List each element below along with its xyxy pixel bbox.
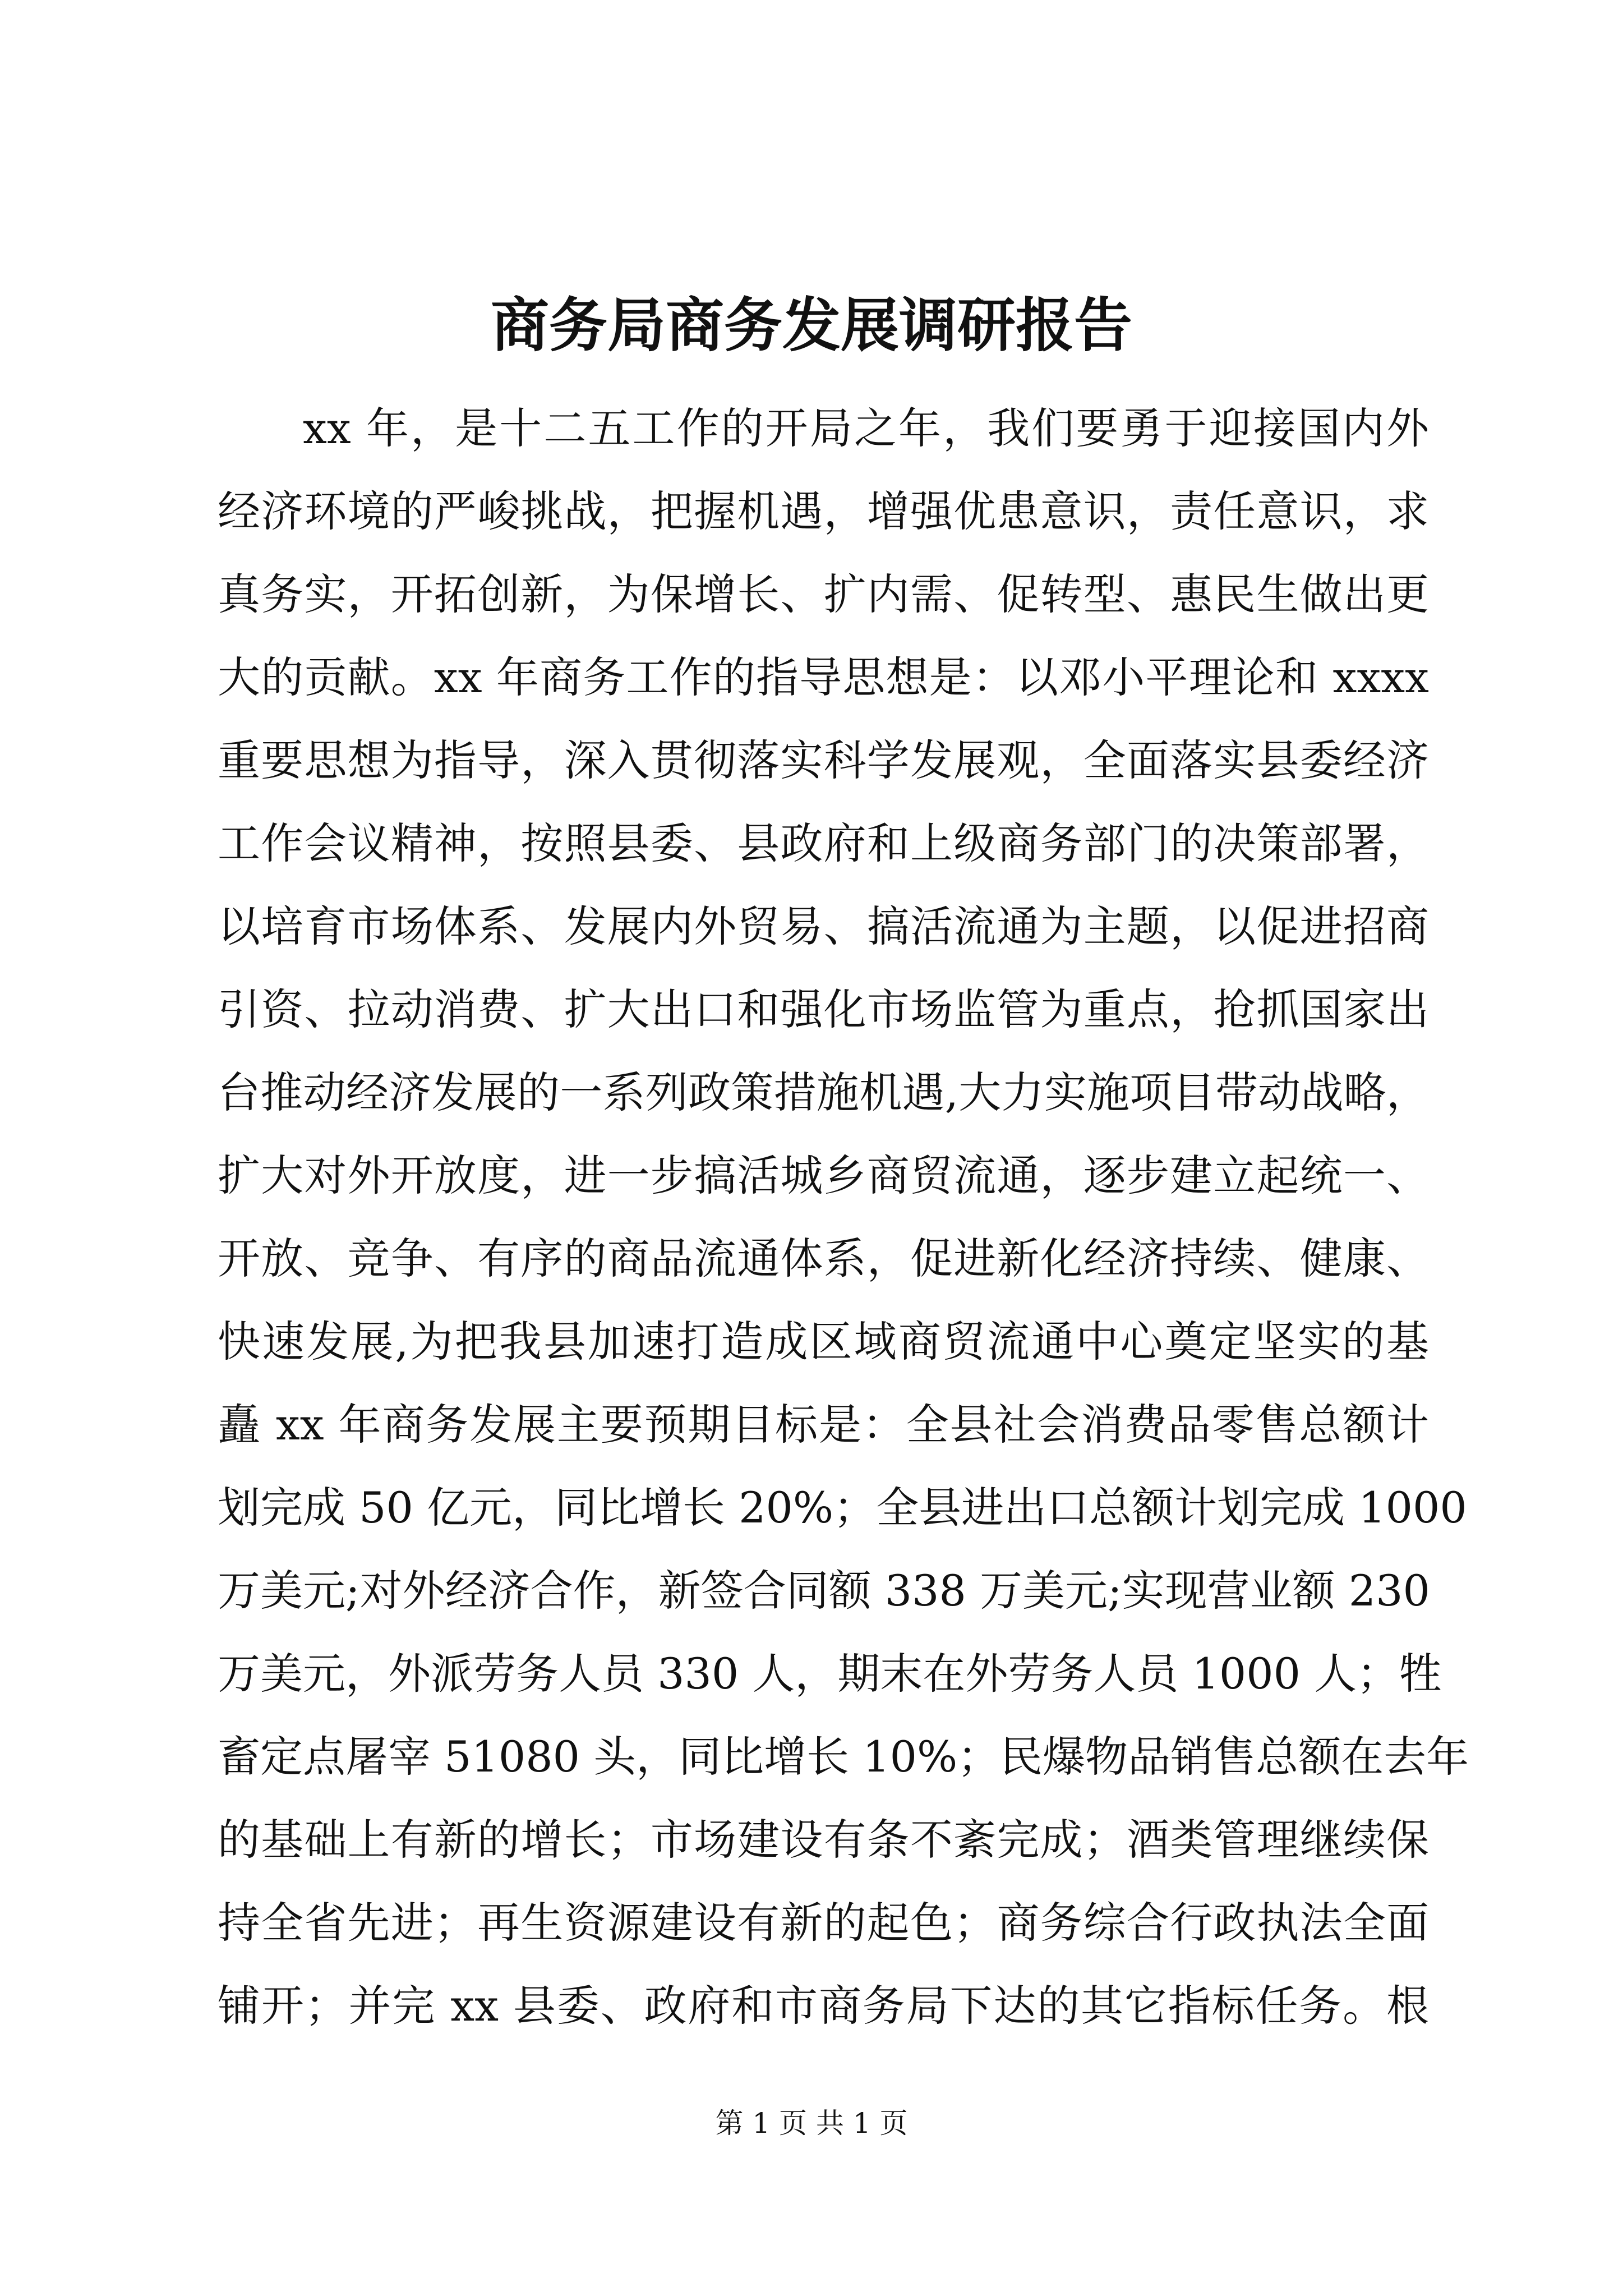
body-line: 划完成 50 亿元，同比增长 20%；全县进出口总额计划完成 1000 [218,1483,1467,1533]
body-line: 矗 xx 年商务发展主要预期目标是：全县社会消费品零售总额计 [218,1400,1429,1450]
body-line: 万美元，外派劳务人员 330 人，期末在外劳务人员 1000 人；牲 [218,1649,1442,1699]
body-line: xx 年，是十二五工作的开局之年，我们要勇于迎接国内外 [303,403,1429,453]
body-line: 重要思想为指导，深入贯彻落实科学发展观，全面落实县委经济 [218,735,1429,785]
body-line: 大的贡献。xx 年商务工作的指导思想是：以邓小平理论和 xxxx [218,652,1429,702]
body-line: 畜定点屠宰 51080 头，同比增长 10%；民爆物品销售总额在去年 [218,1732,1469,1782]
body-line: 台推动经济发展的一系列政策措施机遇,大力实施项目带动战略， [218,1068,1429,1117]
body-line: 的基础上有新的增长；市场建设有条不紊完成；酒类管理继续保 [218,1815,1429,1865]
document-title: 商务局商务发展调研报告 [490,291,1132,360]
body-line: 引资、拉动消费、扩大出口和强化市场监管为重点，抢抓国家出 [218,984,1429,1034]
body-line: 铺开；并完 xx 县委、政府和市商务局下达的其它指标任务。根 [218,1981,1429,2031]
body-line: 开放、竞争、有序的商品流通体系，促进新化经济持续、健康、 [218,1234,1429,1283]
body-line: 经济环境的严峻挑战，把握机遇，增强优患意识，责任意识，求 [218,486,1429,536]
body-line: 万美元;对外经济合作，新签合同额 338 万美元;实现营业额 230 [218,1566,1430,1616]
body-line: 真务实，开拓创新，为保增长、扩内需、促转型、惠民生做出更 [218,569,1429,619]
body-line: 持全省先进；再生资源建设有新的起色；商务综合行政执法全面 [218,1898,1429,1948]
body-line: 扩大对外开放度，进一步搞活城乡商贸流通，逐步建立起统一、 [218,1151,1429,1200]
body-line: 快速发展,为把我县加速打造成区域商贸流通中心奠定坚实的基 [218,1317,1429,1366]
page-footer: 第 1 页 共 1 页 [715,2107,908,2139]
document-body [218,387,1469,2047]
body-line: 以培育市场体系、发展内外贸易、搞活流通为主题，以促进招商 [218,901,1429,951]
body-line: 工作会议精神，按照县委、县政府和上级商务部门的决策部署， [218,818,1429,868]
